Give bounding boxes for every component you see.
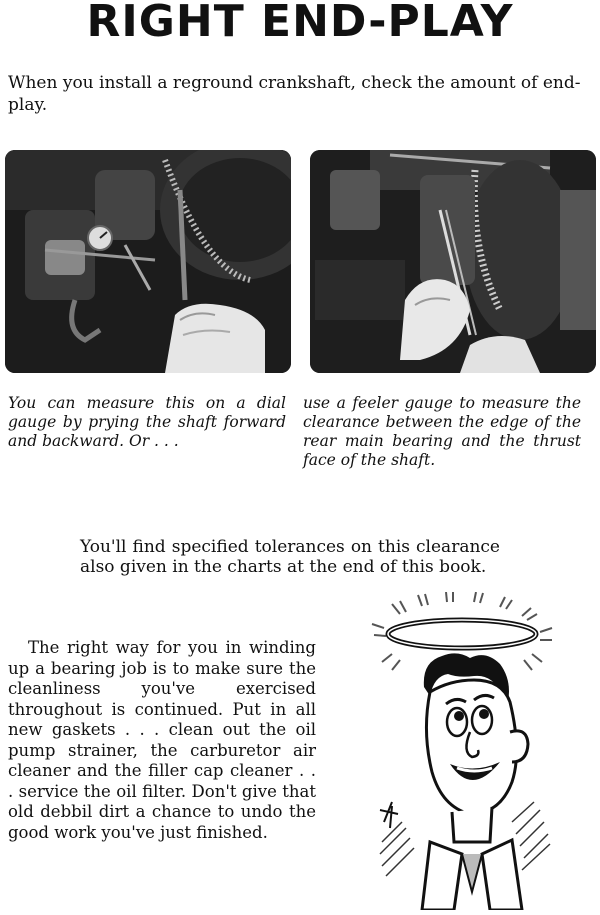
page-title: RIGHT END-PLAY (86, 0, 514, 47)
caption-dial-gauge: You can measure this on a dial gauge by prying the shaft forward and backward. Or . . . (8, 394, 286, 450)
closing-paragraph (8, 638, 316, 843)
dial-gauge-photo (5, 150, 291, 373)
caption-feeler-gauge: use a feeler gauge to measure the clearance between the edge of the rear main bearing and the thrust face of the shaft. (303, 394, 581, 469)
tolerance-note: You'll find specified tolerances on this clearance also given in the charts at the end of this book. (80, 537, 500, 577)
feeler-gauge-photo (310, 150, 596, 373)
halo-mechanic-icon (362, 592, 562, 910)
intro-paragraph: When you install a reground crankshaft, check the amount of end-play. (8, 73, 581, 115)
closing-text: The right way for you in winding up a bearing job is to make sure the cleanliness you've exercised throughout is continued. Put in all new gaskets . . . clean out the oil pump strainer, the carburetor air cleaner and the filler cap cleaner . . . service the oil filter. Don't give that old debbil dirt a chance to undo the good work you've just finished. (8, 638, 316, 842)
